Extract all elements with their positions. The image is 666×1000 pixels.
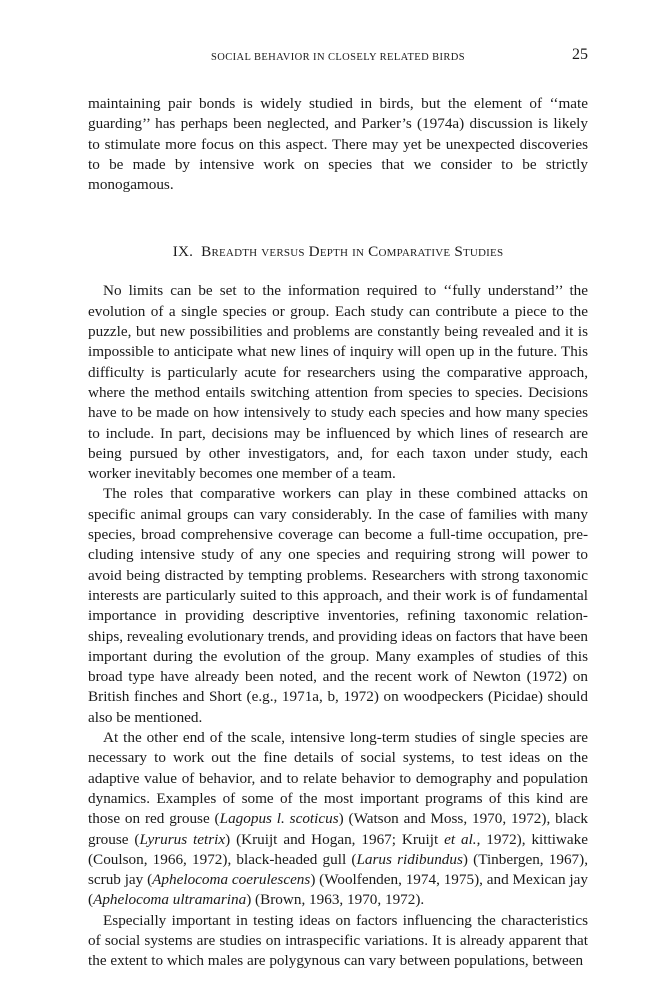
page-header [88,46,588,70]
species-name: Aphelocoma coerulescens [152,871,311,889]
text-run: , 1972), kittiwake (Coulson, 1966, 1972), black-headed gull ( [88,830,588,868]
section-heading [88,243,588,261]
page [88,46,588,972]
text-run: ) (Tinbergen, 1967), scrub jay ( [88,850,589,889]
species-name: Larus ridibundus [356,850,463,868]
text-run: ) (Brown, 1963, 1970, 1972). [246,891,425,909]
running-head: SOCIAL BEHAVIOR IN CLOSELY RELATED BIRDS [210,52,466,63]
section-title: Breadth versus Depth in Comparative Studies [201,243,504,261]
species-name: Aphelocoma ultramarina [93,891,247,909]
section-number: IX. [172,243,194,261]
species-name: Lagopus l. scoticus [219,810,339,828]
paragraph-continued: maintaining pair bonds is widely studied in birds, but the element of ‘‘mate guarding’’ has perhaps been neglected, and Parker’s (1974a) discussion is likely to stimulate more focus on this aspect. There may yet be unexpected discoveries to be made by intensive work on species that we consider to be strictly monogamous. [88,95,588,194]
paragraph-4: Especially important in testing ideas on factors influencing the characteristics of social systems are studies on intraspecific variations. It is already apparent that the extent to which males are polygynous can vary between populations, between [88,911,588,970]
paragraph-3 [88,728,588,911]
paragraph-2: The roles that comparative workers can play in these combined attacks on specific animal groups can vary considerably. In the case of families with many species, broad comprehensive coverage can become a full-time occupation, pre-cluding intensive study of any one species and requiring strong will power to avoid being distracted by tempting problems. Researchers with strong taxonomic interests are particularly suited to this approach, and their work is of fundamental importance in providing descriptive inventories, refining taxonomic relation-ships, revealing evolutionary trends, and providing ideas on factors that have been important during the evolution of the group. Many examples of studies of this broad type have already been noted, and the recent work of Newton (1972) on British finches and Short (e.g., 1971a, b, 1972) on woodpeckers (Picidae) should also be mentioned. [88,485,588,726]
text-run: ) (Watson and Moss, 1970, 1972), black grouse ( [88,810,588,848]
text-run: At the other end of the scale, intensive long-term studies of single species are necessary to work out the fine details of social systems, to test ideas on the adaptive value of behavior, and to relate behavior to demography and population dynamics. Examples of some of the most important programs of this kind are those on red grouse ( [88,729,588,828]
species-name: Lyrurus tetrix [139,830,226,848]
paragraph-1: No limits can be set to the information required to ‘‘fully understand’’ the evolution of a single species or group. Each study can contribute a piece to the puzzle, but new possibilities and problems are constantly being revealed and it is impossible to anticipate what new lines of inquiry will open up in the future. This difficulty is particularly acute for researchers using the comparative approach, where the method entails switching attention from species to species. Decisions have to be made on how intensively to study each species and how many species to include. In part, decisions may be influenced by which lines of research are being pursued by other investigators, and, for each taxon under study, each worker inevitably becomes one member of a team. [88,282,588,483]
page-number: 25 [572,46,588,63]
et-al: et al. [444,830,477,848]
text-run: ) (Woolfenden, 1974, 1975), and Mexican jay ( [88,871,588,909]
text-run: ) (Kruijt and Hogan, 1967; Kruijt [225,830,445,848]
